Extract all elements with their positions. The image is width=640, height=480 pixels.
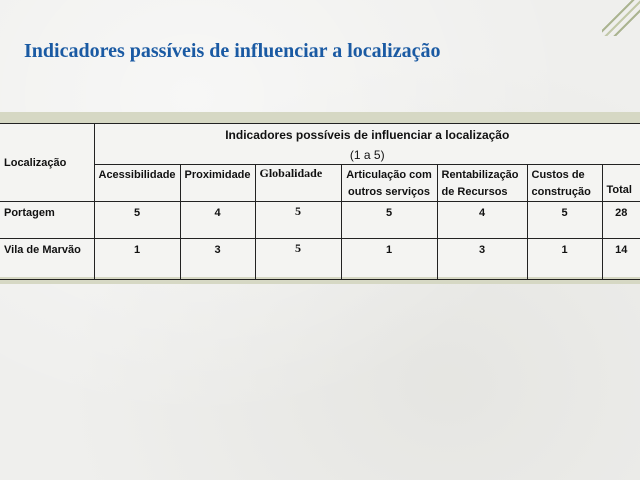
table-row — [0, 239, 640, 280]
cell-value: 1 — [94, 239, 180, 280]
cell-value: 5 — [255, 202, 341, 239]
group-header-scale: (1 a 5) — [349, 148, 385, 162]
cell-value: 4 — [180, 202, 255, 239]
column-header-acessibilidade: Acessibilidade — [94, 165, 180, 202]
group-header — [94, 124, 640, 165]
header-row-group — [0, 124, 640, 165]
column-header-proximidade: Proximidade — [180, 165, 255, 202]
cell-value: 5 — [255, 239, 341, 280]
cell-value: 5 — [94, 202, 180, 239]
cell-value: 5 — [341, 202, 437, 239]
indicators-table — [0, 123, 640, 280]
column-header-custos: Custos de construção — [527, 165, 602, 202]
column-header-articulacao: Articulação com outros serviços — [341, 165, 437, 202]
cell-value: 3 — [437, 239, 527, 280]
location-header: Localização — [0, 124, 94, 202]
column-header-total: Total — [602, 165, 640, 202]
column-header-rentabilizacao: Rentabilização de Recursos — [437, 165, 527, 202]
cell-value: 3 — [180, 239, 255, 280]
header-row-columns — [0, 165, 640, 202]
cell-value: 4 — [437, 202, 527, 239]
cell-total: 14 — [602, 239, 640, 280]
table-row — [0, 202, 640, 239]
slide-title: Indicadores passíveis de influenciar a localização — [24, 40, 441, 62]
cell-total: 28 — [602, 202, 640, 239]
cell-value: 1 — [527, 239, 602, 280]
cell-value: 1 — [341, 239, 437, 280]
column-header-globalidade: Globalidade — [255, 165, 341, 202]
corner-decoration — [602, 0, 640, 36]
row-label-portagem: Portagem — [0, 202, 94, 239]
row-label-vila-de-marvao: Vila de Marvão — [0, 239, 94, 280]
indicators-table-container — [0, 123, 640, 277]
group-header-title: Indicadores possíveis de influenciar a localização — [225, 128, 510, 142]
cell-value: 5 — [527, 202, 602, 239]
